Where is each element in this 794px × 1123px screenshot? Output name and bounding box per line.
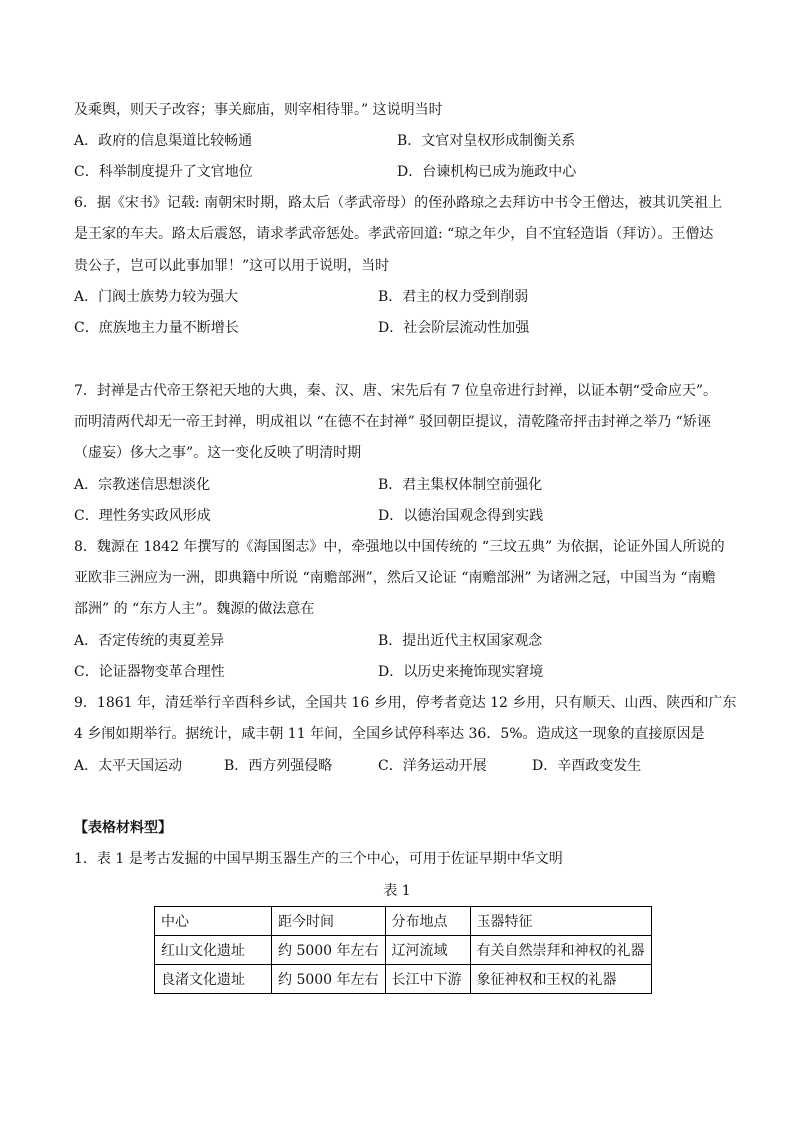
q5-option-a: A．政府的信息渠道比较畅通 (74, 133, 253, 149)
table-cell: 红山文化遗址 (155, 936, 272, 965)
table-caption: 表 1 (383, 883, 411, 899)
q9-option-a: A．太平天国运动 (74, 758, 183, 774)
table-header-cell: 距今时间 (272, 907, 386, 936)
q5-option-b: B．文官对皇权形成制衡关系 (397, 133, 576, 149)
table-row (155, 965, 652, 994)
q8-option-c: C．论证器物变革合理性 (74, 664, 225, 680)
table-cell: 辽河流域 (385, 936, 470, 965)
table-cell: 良渚文化遗址 (155, 965, 272, 994)
table-row (155, 936, 652, 965)
q8-line-1: 8．魏源在 1842 年撰写的《海国图志》中，牵强地以中国传统的 “三坟五典” 为依据，论证外国人所说的 (74, 539, 725, 555)
table-header-cell: 中心 (155, 907, 272, 936)
q7-option-b: B．君主集权体制空前强化 (378, 477, 543, 493)
q6-line-1: 6．据《宋书》记载: 南朝宋时期，路太后（孝武帝母）的侄孙路琼之去拜访中书令王僧达，被其讥笑祖上 (74, 195, 723, 211)
table-1 (154, 906, 652, 994)
q9-option-b: B．西方列强侵略 (224, 758, 333, 774)
q9-line-2: 4 乡闱如期举行。据统计，咸丰朝 11 年间，全国乡试停科率达 36．5%。造成这一现象的直接原因是 (74, 726, 705, 742)
q6-option-c: C．庶族地主力量不断增长 (74, 320, 239, 336)
q9-option-c: C．洋务运动开展 (378, 758, 487, 774)
q6-option-a: A．门阀士族势力较为强大 (74, 289, 239, 305)
q7-option-c: C．理性务实政风形成 (74, 508, 211, 524)
table-header-row (155, 907, 652, 936)
q9-option-d: D．辛酉政变发生 (532, 758, 642, 774)
q5-option-c: C．科举制度提升了文官地位 (74, 164, 253, 180)
table-cell: 有关自然崇拜和神权的礼器 (470, 936, 651, 965)
q7-option-a: A．宗教迷信思想淡化 (74, 477, 211, 493)
q7-line-2: 而明清两代却无一帝王封禅，明成祖以 “在德不在封禅” 驳回朝臣提议，清乾隆帝抨击封禅之举乃 “矫诬 (74, 414, 711, 430)
q8-option-d: D．以历史来掩饰现实窘境 (378, 664, 544, 680)
q9-line-1: 9．1861 年，清廷举行辛酉科乡试，全国共 16 乡用，停考者竟达 12 乡用，只有顺天、山西、陕西和广东 (74, 695, 737, 711)
table-cell: 象征神权和王权的礼器 (470, 965, 651, 994)
q8-line-3: 部洲” 的 “东方人主”。魏源的做法意在 (74, 601, 315, 617)
q6-line-2: 是王家的车夫。路太后震怒，请求孝武帝惩处。孝武帝回道: “琼之年少，自不宜轻造诣（拜访）。王僧达 (74, 226, 714, 242)
q7-line-1: 7．封禅是古代帝王祭祀天地的大典，秦、汉、唐、宋先后有 7 位皇帝进行封禅，以证本朝“受命应天”。 (74, 383, 718, 399)
table-question-1: 1．表 1 是考古发掘的中国早期玉器生产的三个中心，可用于佐证早期中华文明 (74, 851, 563, 867)
table-cell: 约 5000 年左右 (272, 965, 386, 994)
q7-option-d: D．以德治国观念得到实践 (378, 508, 544, 524)
q8-option-a: A．否定传统的夷夏差异 (74, 633, 225, 649)
q7-line-3: （虚妄）侈大之事”。这一变化反映了明清时期 (74, 445, 362, 461)
table-cell: 长江中下游 (385, 965, 470, 994)
q5-option-d: D．台谏机构已成为施政中心 (397, 164, 577, 180)
q8-option-b: B．提出近代主权国家观念 (378, 633, 543, 649)
table-header-cell: 分布地点 (385, 907, 470, 936)
section-title: 【表格材料型】 (74, 820, 172, 836)
q6-option-b: B．君主的权力受到削弱 (378, 289, 529, 305)
q6-option-d: D．社会阶层流动性加强 (378, 320, 530, 336)
q5-text: 及乘舆，则天子改容；事关廊庙，则宰相待罪。” 这说明当时 (74, 102, 443, 118)
table-cell: 约 5000 年左右 (272, 936, 386, 965)
q8-line-2: 亚欧非三洲应为一洲，即典籍中所说 “南赡部洲”，然后又论证 “南赡部洲” 为诸洲之冠，中国当为 “南赡 (74, 570, 716, 586)
q6-line-3: 贵公子，岂可以此事加罪！”这可以用于说明，当时 (74, 258, 390, 274)
table-header-cell: 玉器特征 (470, 907, 651, 936)
